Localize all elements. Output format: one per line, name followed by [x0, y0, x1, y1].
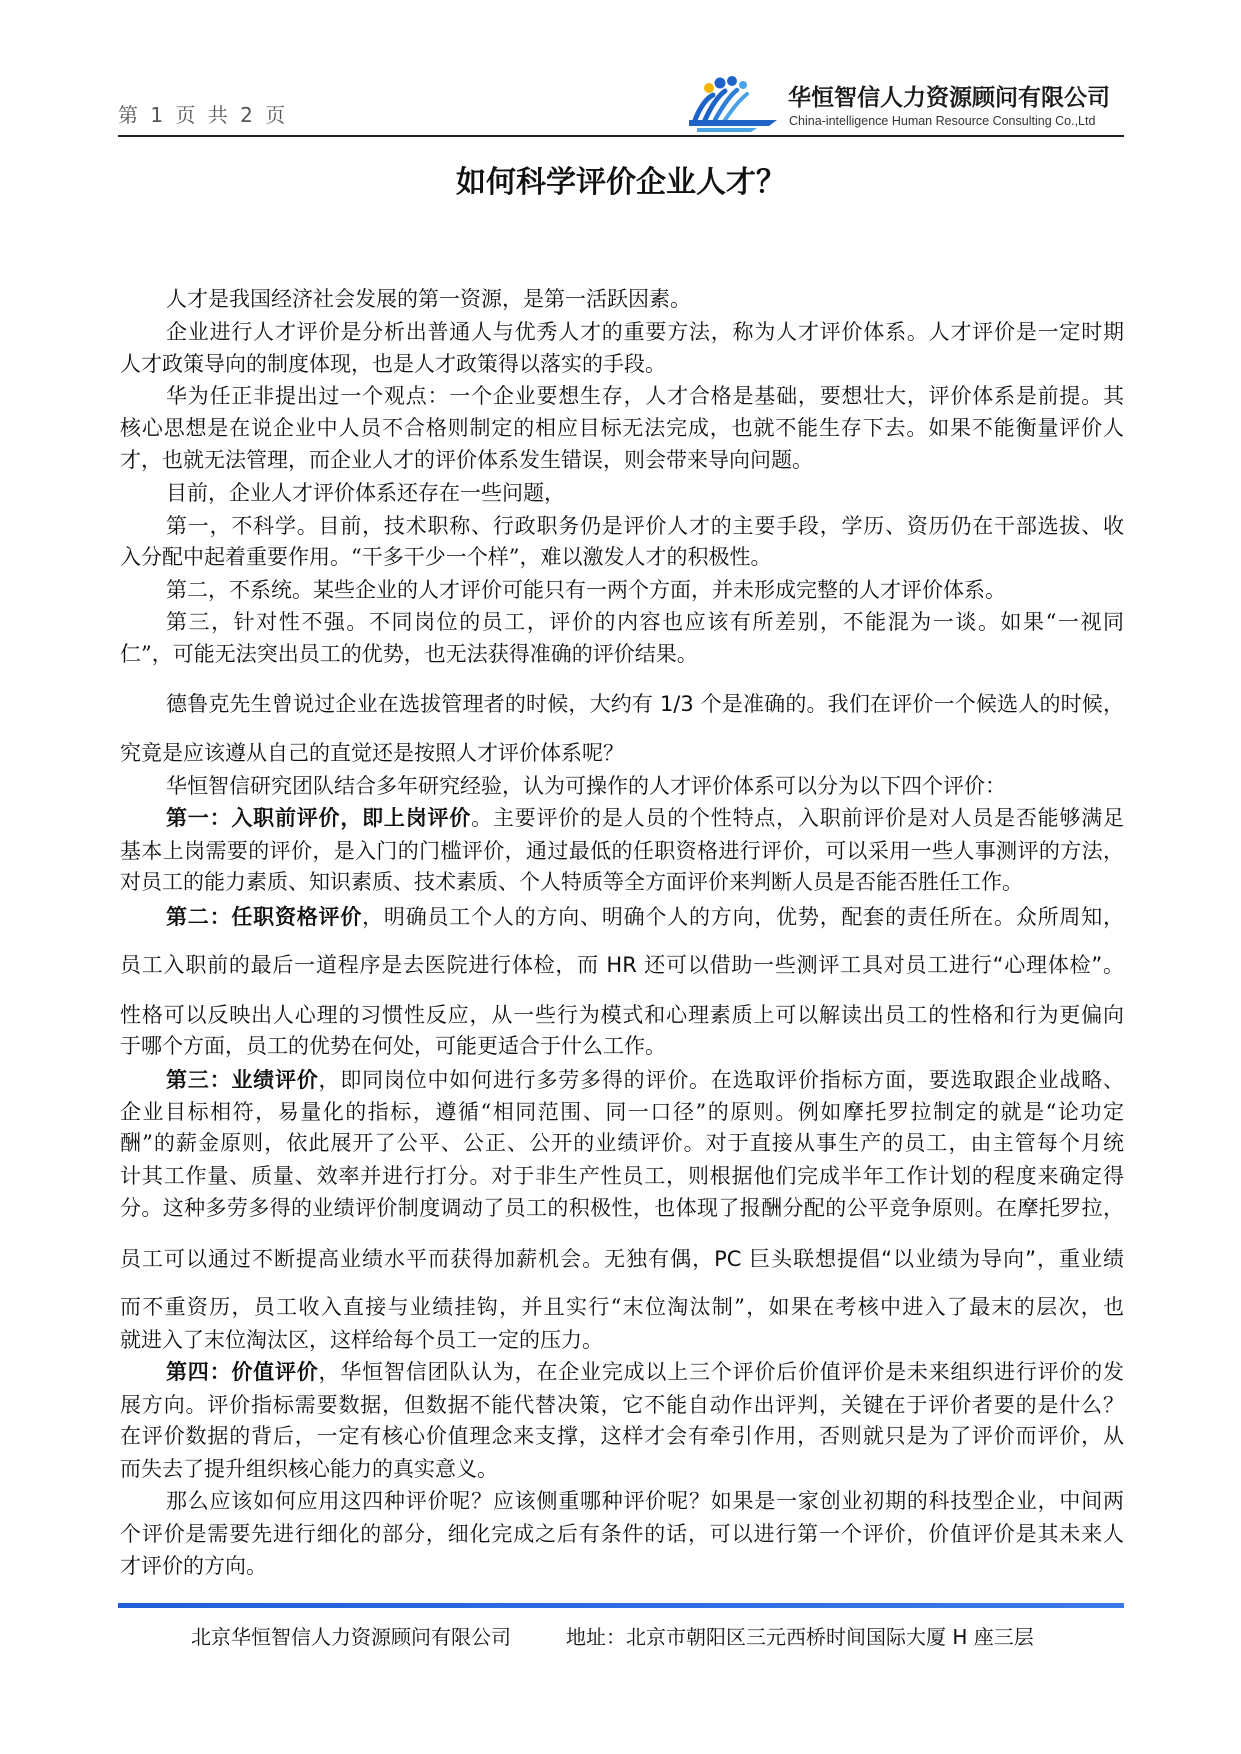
section-lead: 第一：入职前评价，即上岗评价	[166, 805, 472, 830]
body-line	[120, 1064, 1124, 1096]
body-line: 个评价是需要先进行细化的部分，细化完成之后有条件的话，可以进行第一个评价，价值评价是其未来人	[120, 1522, 1124, 1546]
body-line: 计其工作量、质量、效率并进行打分。对于非生产性员工，则根据他们完成半年工作计划的程度来确定得	[120, 1164, 1124, 1188]
footer-address: 地址：北京市朝阳区三元西桥时间国际大厦 H 座三层	[566, 1625, 1034, 1649]
body-line: 才，也就无法管理，而企业人才的评价体系发生错误，则会带来导向问题。	[120, 448, 813, 472]
header-divider	[118, 135, 1124, 137]
body-line: 才评价的方向。	[120, 1554, 267, 1578]
body-line: 那么应该如何应用这四种评价呢？应该侧重哪种评价呢？如果是一家创业初期的科技型企业，中间两	[166, 1489, 1124, 1513]
body-line: 性格可以反映出人心理的习惯性反应，从一些行为模式和心理素质上可以解读出员工的性格和行为更偏向	[120, 1003, 1124, 1027]
body-line-text: ，即同岗位中如何进行多劳多得的评价。在选取评价指标方面，要选取跟企业战略、	[318, 1068, 1124, 1092]
body-line: 于哪个方面，员工的优势在何处，可能更适合于什么工作。	[120, 1034, 666, 1058]
body-line: 企业目标相符，易量化的指标，遵循“相同范围、同一口径”的原则。例如摩托罗拉制定的就是“论功定	[120, 1100, 1124, 1124]
body-line	[120, 802, 1124, 834]
body-line: 德鲁克先生曾说过企业在选拔管理者的时候，大约有 1/3 个是准确的。我们在评价一个候选人的时候，	[166, 692, 1124, 716]
body-line: 企业进行人才评价是分析出普通人与优秀人才的重要方法，称为人才评价体系。人才评价是一定时期	[166, 320, 1124, 344]
body-line: 核心思想是在说企业中人员不合格则制定的相应目标无法完成，也就不能生存下去。如果不能衡量评价人	[120, 416, 1124, 440]
body-line: 而失去了提升组织核心能力的真实意义。	[120, 1457, 498, 1481]
footer-company: 北京华恒智信人力资源顾问有限公司	[191, 1625, 511, 1649]
footer-divider	[118, 1603, 1124, 1608]
body-line: 仁”，可能无法突出员工的优势，也无法获得准确的评价结果。	[120, 642, 698, 666]
body-line: 究竟是应该遵从自己的直觉还是按照人才评价体系呢？	[120, 741, 624, 765]
document-title: 如何科学评价企业人才？	[456, 165, 786, 200]
section-lead: 第二：任职资格评价	[166, 904, 363, 929]
body-line: 基本上岗需要的评价，是入门的门槛评价，通过最低的任职资格进行评价，可以采用一些人事测评的方法，	[120, 839, 1124, 863]
body-line-text: ，明确员工个人的方向、明确个人的方向，优势，配套的责任所在。众所周知，	[362, 905, 1124, 929]
body-line: 人才是我国经济社会发展的第一资源，是第一活跃因素。	[166, 287, 691, 311]
body-line: 而不重资历，员工收入直接与业绩挂钩，并且实行“末位淘汰制”，如果在考核中进入了最末的层次，也	[120, 1295, 1124, 1319]
body-line: 在评价数据的背后，一定有核心价值理念来支撑，这样才会有牵引作用，否则就只是为了评价而评价，从	[120, 1424, 1124, 1448]
body-line	[120, 1356, 1124, 1388]
body-line: 分。这种多劳多得的业绩评价制度调动了员工的积极性，也体现了报酬分配的公平竞争原则。在摩托罗拉，	[120, 1196, 1124, 1220]
body-line: 员工入职前的最后一道程序是去医院进行体检，而 HR 还可以借助一些测评工具对员工进行“心理体检”。	[120, 953, 1124, 977]
body-line: 入分配中起着重要作用。“干多干少一个样”，难以激发人才的积极性。	[120, 545, 772, 569]
body-line-text: ，华恒智信团队认为，在企业完成以上三个评价后价值评价是未来组织进行评价的发	[318, 1360, 1124, 1384]
body-line: 酬”的薪金原则，依此展开了公平、公正、公开的业绩评价。对于直接从事生产的员工，由主管每个月统	[120, 1131, 1124, 1155]
section-lead: 第四：价值评价	[166, 1359, 319, 1384]
body-line	[120, 901, 1124, 933]
body-line: 对员工的能力素质、知识素质、技术素质、个人特质等全方面评价来判断人员是否能否胜任工作。	[120, 870, 1023, 894]
page-indicator: 第 1 页 共 2 页	[118, 103, 289, 127]
body-line: 展方向。评价指标需要数据，但数据不能代替决策，它不能自动作出评判，关键在于评价者要的是什么？	[120, 1393, 1124, 1417]
body-line: 人才政策导向的制度体现，也是人才政策得以落实的手段。	[120, 352, 666, 376]
body-line: 第一，不科学。目前，技术职称、行政职务仍是评价人才的主要手段，学历、资历仍在干部选拔、收	[166, 514, 1124, 538]
body-line-text: 。主要评价的是人员的个性特点，入职前评价是对人员是否能够满足	[471, 806, 1124, 830]
body-line: 第二，不系统。某些企业的人才评价可能只有一两个方面，并未形成完整的人才评价体系。	[166, 578, 1006, 602]
company-name-english: China-intelligence Human Resource Consulting Co.,Ltd	[789, 114, 1096, 128]
body-line: 员工可以通过不断提高业绩水平而获得加薪机会。无独有偶，PC 巨头联想提倡“以业绩为导向”，重业绩	[120, 1247, 1124, 1271]
body-line: 目前，企业人才评价体系还存在一些问题，	[166, 481, 565, 505]
body-line: 华恒智信研究团队结合多年研究经验，认为可操作的人才评价体系可以分为以下四个评价：	[166, 774, 1006, 798]
body-line: 第三，针对性不强。不同岗位的员工，评价的内容也应该有所差别，不能混为一谈。如果“一视同	[166, 610, 1124, 634]
company-logo-icon	[687, 74, 779, 134]
section-lead: 第三：业绩评价	[166, 1067, 319, 1092]
body-line: 华为任正非提出过一个观点：一个企业要想生存，人才合格是基础，要想壮大，评价体系是前提。其	[166, 384, 1124, 408]
body-line: 就进入了末位淘汰区，这样给每个员工一定的压力。	[120, 1328, 603, 1352]
company-name: 华恒智信人力资源顾问有限公司	[788, 85, 1110, 111]
